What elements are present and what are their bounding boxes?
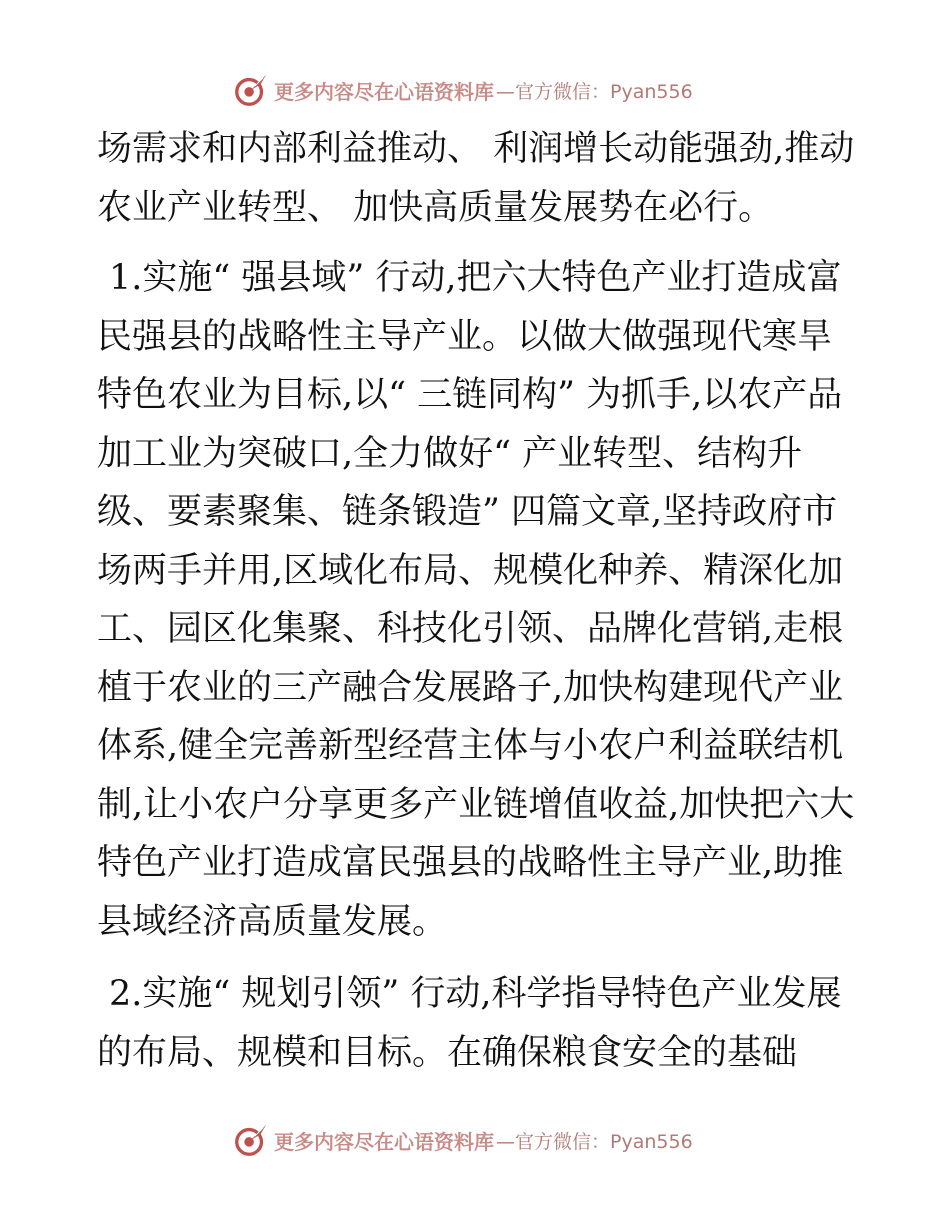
- header-watermark: [232, 70, 693, 110]
- watermark-title: 更多内容尽在心语资料库: [274, 1129, 494, 1154]
- paragraph-continuation: 场需求和内部利益推动、 利润增长动能强劲,推动农业产业转型、 加快高质量发展势在必行。: [97, 129, 855, 228]
- paragraph-item-2: 2.实施“ 规划引领” 行动,科学指导特色产业发展的布局、规模和目标。在确保粮食安全的基础: [97, 974, 842, 1073]
- watermark-contact: —官方微信：Pyan556: [496, 80, 693, 103]
- footer-watermark: [232, 1120, 693, 1160]
- watermark-contact: —官方微信：Pyan556: [496, 1130, 693, 1153]
- quill-circle-logo-icon: [232, 71, 270, 109]
- document-body: [97, 120, 857, 1082]
- quill-circle-logo-icon: [232, 1121, 270, 1159]
- paragraph-item-1: 1.实施“ 强县域” 行动,把六大特色产业打造成富民强县的战略性主导产业。以做大做强现代寒旱特色农业为目标,以“ 三链同构” 为抓手,以农产品加工业为突破口,全力做好“ 产业转型、结构升级、要素聚集、链条锻造” 四篇文章,坚持政府市场两手并用,区域化布局、规模化种养、精深化加工、园区化集聚、科技化引领、品牌化营销,走根植于农业的三产融合发展路子,加快构建现代产业体系,健全完善新型经营主体与小农户利益联结机制,让小农户分享更多产业链增值收益,加快把六大特色产业打造成富民强县的战略性主导产业,助推县域经济高质量发展。: [97, 258, 855, 942]
- watermark-title: 更多内容尽在心语资料库: [274, 79, 494, 104]
